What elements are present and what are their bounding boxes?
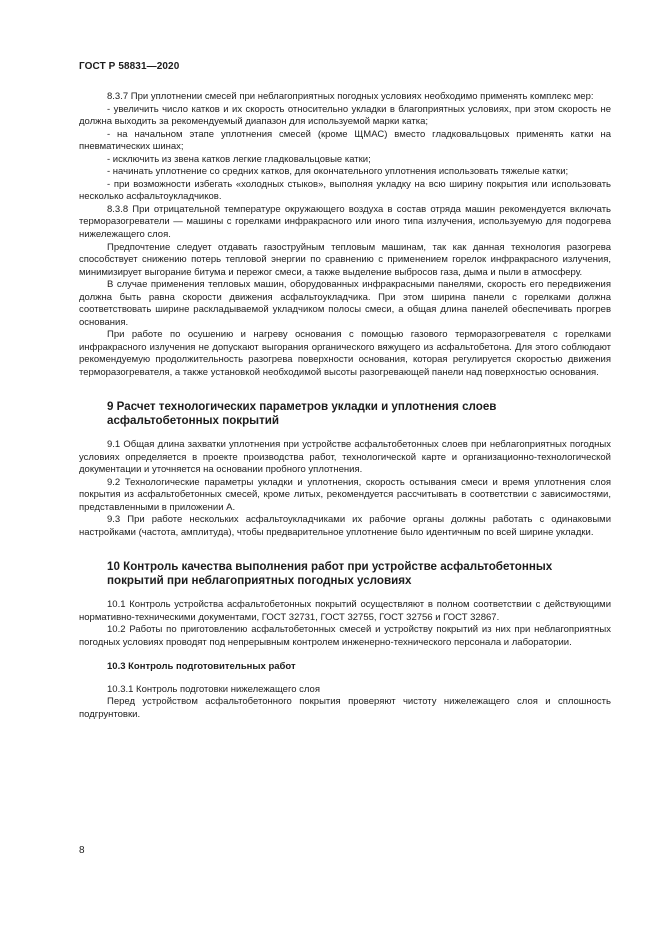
paragraph-10-2: 10.2 Работы по приготовлению асфальтобетонных смесей и устройству покрытий из них при неблагоприятных погодных условиях проводят под непрерывным контролем инженерно-технического персонала и лаборатории.	[79, 624, 611, 648]
paragraph-9-1: 9.1 Общая длина захватки уплотнения при устройстве асфальтобетонных слоев при неблагоприятных погодных условиях определяется в проекте производства работ, технологической карте и организационно-технологической документации и уточняется на основании пробного уплотнения.	[79, 439, 611, 476]
document-code-header: ГОСТ Р 58831—2020	[79, 61, 180, 72]
list-item: - начинать уплотнение со средних катков, для окончательного уплотнения использовать тяжелые катки;	[107, 166, 569, 178]
list-item: - при возможности избегать «холодных стыков», выполняя укладку на всю ширину покрытия или использовать несколько асфальтоукладчиков.	[79, 178, 611, 203]
list-item: - увеличить число катков и их скорость относительно укладки в благоприятных условиях, при этом скорость не должна выходить за рекомендуемый диапазон для используемой марки катка;	[79, 103, 611, 128]
paragraph-10-3-1: 10.3.1 Контроль подготовки нижележащего слоя	[107, 683, 320, 695]
paragraph-9-3: 9.3 При работе нескольких асфальтоукладчиками их рабочие органы должны работать с одинаковыми настройками (частота, амплитуда), чтобы предварительное уплотнение было идентичным по всей ширине укладки.	[79, 514, 611, 538]
paragraph-before-laying: Перед устройством асфальтобетонного покрытия проверяют чистоту нижележащего слоя и сплошность подгрунтовки.	[79, 696, 611, 720]
list-item: - исключить из звена катков легкие гладковальцовые катки;	[107, 153, 371, 165]
paragraph-9-2: 9.2 Технологические параметры укладки и уплотнения, скорость остывания смеси и время уплотнения слоя покрытия из асфальтобетонных смесей, кроме литых, рекомендуется рассчитывать в соответствии с зависимостями, представленными в приложении А.	[79, 476, 611, 513]
paragraph-10-1: 10.1 Контроль устройства асфальтобетонных покрытий осуществляют в полном соответствии с действующими нормативно-техническими документами, ГОСТ 32731, ГОСТ 32755, ГОСТ 32756 и ГОСТ 32867.	[79, 599, 611, 623]
paragraph-8-3-7: 8.3.7 При уплотнении смесей при неблагоприятных погодных условиях необходимо применять комплекс мер:	[107, 91, 594, 102]
subsection-10-3-title: 10.3 Контроль подготовительных работ	[107, 661, 296, 673]
list-item: - на начальном этапе уплотнения смесей (кроме ЩМАС) вместо гладковальцовых применять катки на пневматических шинах;	[79, 128, 611, 153]
paragraph-8-3-8: 8.3.8 При отрицательной температуре окружающего воздуха в состав отряда машин рекомендуется включать терморазогреватели — машины с горелками инфракрасного или иного типа излучения, используемую для подогрева нижележащего слоя.	[79, 203, 611, 241]
page-number: 8	[79, 845, 85, 856]
paragraph-preference: Предпочтение следует отдавать газоструйным тепловым машинам, так как данная технология разогрева способствует снижению потерь тепловой энергии по сравнению с применением горелок инфракрасного излучения, минимизирует выгорание битума и пережог смеси, а также выделение выбросов газа, дыма и пыли в атмосферу.	[79, 241, 611, 278]
section-9-title: 9 Расчет технологических параметров укладки и уплотнения слоев асфальтобетонных покрытий	[107, 399, 497, 427]
paragraph-drying: При работе по осушению и нагреву основания с помощью газового терморазогревателя с горелками инфракрасного излучения не допускают выгорания органического вяжущего из асфальтобетона. Для этого соблюдают рекомендуемую продолжительность разогрева поверхности основания, которая регулируется скоростью движения терморазогревателя, а также установкой необходимой высоты разогревающей панели над поверхностью основания.	[79, 329, 611, 379]
section-10-title: 10 Контроль качества выполнения работ при устройстве асфальтобетонных покрытий при неблагоприятных погодных условиях	[107, 559, 553, 587]
paragraph-infrared: В случае применения тепловых машин, оборудованных инфракрасными панелями, скорость его передвижения должна быть равна скорости движения асфальтоукладчика. При этом ширина панели с горелками должна соответствовать ширине раскладываемой укладчиком полосы смеси, а общая длина панелей обеспечивать прогрев основания.	[79, 279, 611, 328]
page-content	[79, 91, 611, 722]
